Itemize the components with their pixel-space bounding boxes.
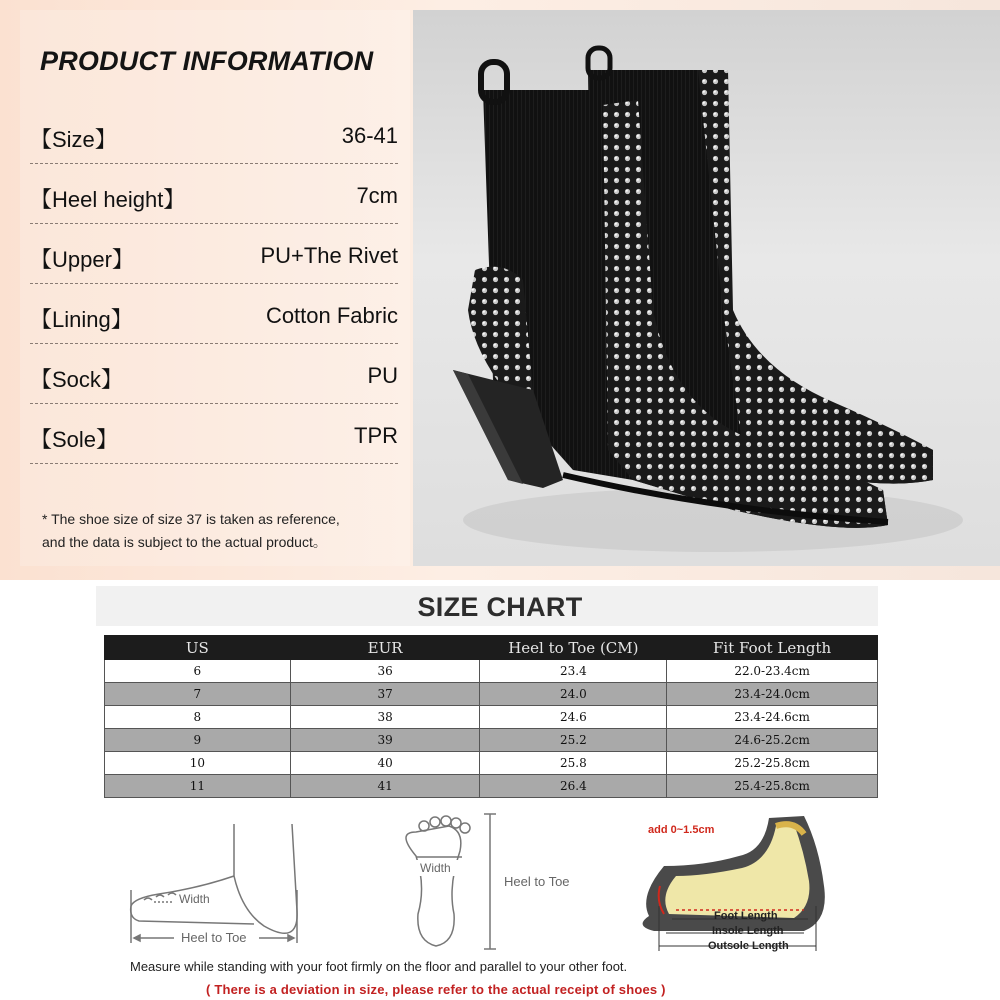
cell-us: 7 <box>105 683 291 706</box>
table-header-row <box>105 636 878 660</box>
deviation-note: ( There is a deviation in size, please refer to the actual receipt of shoes ) <box>206 982 666 997</box>
spec-value: PU+The Rivet <box>260 243 398 268</box>
dashed-divider <box>30 223 398 224</box>
foot-side-icon <box>131 824 297 943</box>
table-row <box>105 752 878 775</box>
dashed-divider <box>30 163 398 164</box>
spec-row-lining <box>30 303 398 363</box>
outsole-length-label: Outsole Length <box>708 940 789 952</box>
dashed-divider <box>30 463 398 464</box>
cell-eur: 38 <box>290 706 480 729</box>
spec-row-sock <box>30 363 398 423</box>
table-row <box>105 775 878 798</box>
cell-us: 10 <box>105 752 291 775</box>
spec-value: 36-41 <box>341 123 398 148</box>
spec-label: 【Sole】 <box>30 427 119 452</box>
width-label-side: Width <box>179 892 210 906</box>
cell-eur: 37 <box>290 683 480 706</box>
column-header-heel-to-toe: Heel to Toe (CM) <box>480 636 667 660</box>
cell-fit-foot-length: 22.0-23.4cm <box>667 660 878 683</box>
cell-eur: 39 <box>290 729 480 752</box>
cell-fit-foot-length: 24.6-25.2cm <box>667 729 878 752</box>
cell-eur: 40 <box>290 752 480 775</box>
table-row <box>105 683 878 706</box>
spec-value: PU <box>367 363 398 388</box>
cell-eur: 41 <box>290 775 480 798</box>
spec-value: Cotton Fabric <box>265 303 398 328</box>
heel-to-toe-label-side: Heel to Toe <box>181 930 247 945</box>
spec-label: 【Size】 <box>30 127 117 152</box>
spec-row-size <box>30 123 398 183</box>
cell-us: 9 <box>105 729 291 752</box>
cell-us: 6 <box>105 660 291 683</box>
info-title: PRODUCT INFORMATION <box>40 46 374 76</box>
dashed-divider <box>30 283 398 284</box>
cell-heel-to-toe: 25.8 <box>480 752 667 775</box>
cell-fit-foot-length: 23.4-24.6cm <box>667 706 878 729</box>
table-row <box>105 729 878 752</box>
foot-length-label: Foot Length <box>714 910 778 922</box>
size-table <box>104 635 878 798</box>
cell-fit-foot-length: 25.2-25.8cm <box>667 752 878 775</box>
spec-label: 【Sock】 <box>30 367 123 392</box>
cell-fit-foot-length: 23.4-24.0cm <box>667 683 878 706</box>
insole-length-label: Insole Length <box>712 925 784 937</box>
column-header-fit-foot-length: Fit Foot Length <box>667 636 878 660</box>
product-photo <box>413 10 1000 566</box>
spec-label: 【Heel height】 <box>30 187 186 212</box>
size-chart-title: SIZE CHART <box>417 592 583 622</box>
size-note <box>42 508 340 554</box>
spec-row-sole <box>30 423 398 483</box>
add-length-label: add 0~1.5cm <box>648 824 715 836</box>
spec-row-upper <box>30 243 398 303</box>
cell-heel-to-toe: 24.0 <box>480 683 667 706</box>
cell-eur: 36 <box>290 660 480 683</box>
dashed-divider <box>30 403 398 404</box>
spec-label: 【Lining】 <box>30 307 133 332</box>
cell-fit-foot-length: 25.4-25.8cm <box>667 775 878 798</box>
cell-heel-to-toe: 23.4 <box>480 660 667 683</box>
width-label-top: Width <box>420 861 451 875</box>
table-row <box>105 706 878 729</box>
spec-label: 【Upper】 <box>30 247 134 272</box>
cell-heel-to-toe: 24.6 <box>480 706 667 729</box>
heel-to-toe-label-top: Heel to Toe <box>504 874 570 889</box>
dashed-divider <box>30 343 398 344</box>
spec-row-heel-height <box>30 183 398 243</box>
cell-us: 11 <box>105 775 291 798</box>
cell-us: 8 <box>105 706 291 729</box>
spec-card <box>20 10 410 566</box>
spec-value: 7cm <box>356 183 398 208</box>
column-header-eur: EUR <box>290 636 480 660</box>
note-line: and the data is subject to the actual product。 <box>42 534 327 550</box>
measure-instruction: Measure while standing with your foot firmly on the floor and parallel to your other foot. <box>130 959 628 974</box>
cell-heel-to-toe: 26.4 <box>480 775 667 798</box>
table-row <box>105 660 878 683</box>
foot-top-icon <box>406 814 496 949</box>
ankle-boot-photo-icon <box>413 10 1000 566</box>
column-header-us: US <box>105 636 291 660</box>
spec-value: TPR <box>354 423 398 448</box>
note-line: * The shoe size of size 37 is taken as reference, <box>42 511 340 527</box>
cell-heel-to-toe: 25.2 <box>480 729 667 752</box>
